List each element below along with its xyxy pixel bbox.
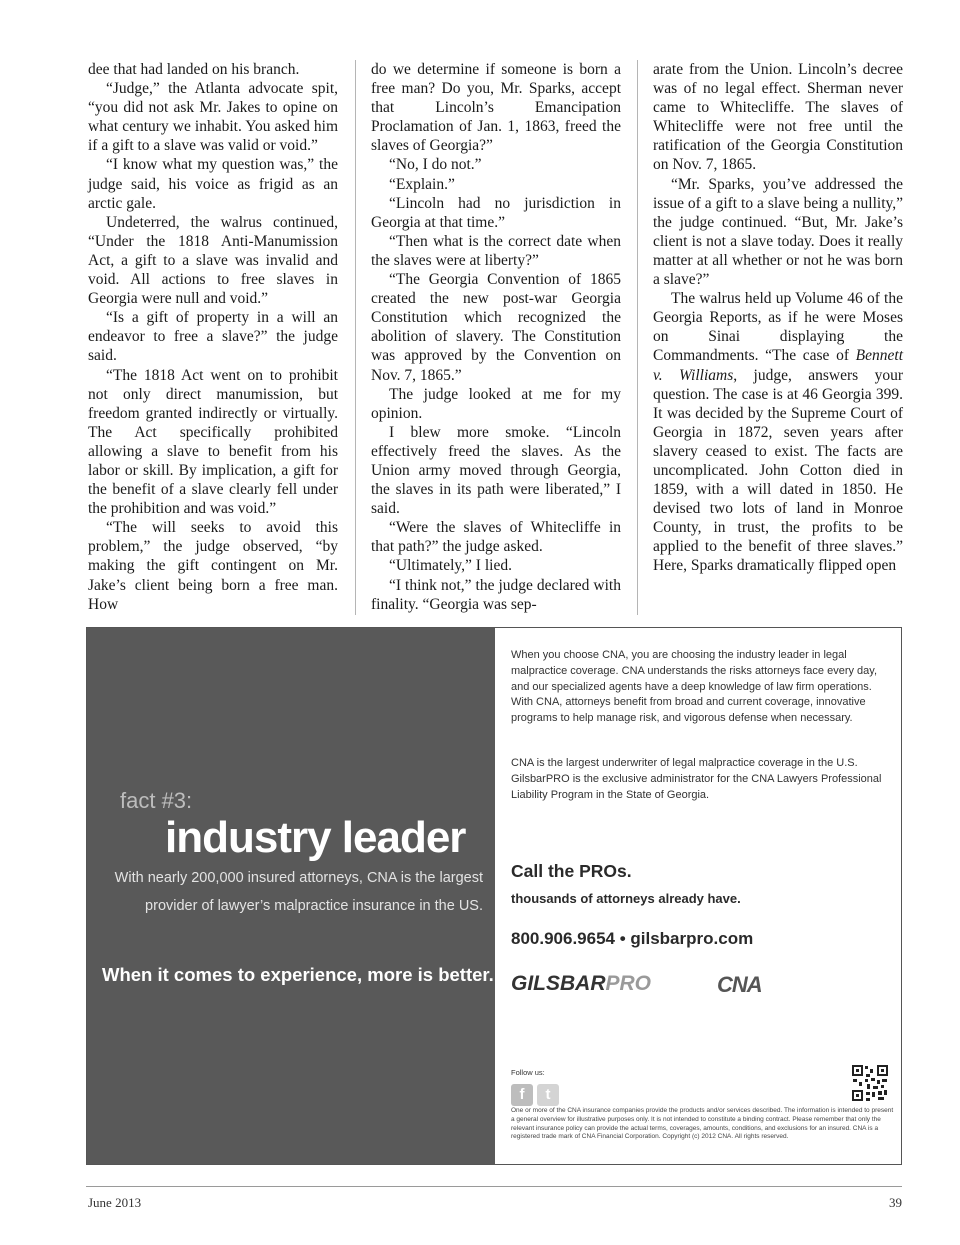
pro-wordmark: PRO — [605, 972, 652, 995]
paragraph: “Were the slaves of Whitecliffe in that path?” the judge asked. — [371, 519, 621, 556]
footer-divider — [86, 1186, 902, 1187]
paragraph-text: , judge, answers your question. The case is at 46 Georgia 399. It was decided by the Supreme Court of Georgia in 1872, seven years after slavery ceased to exist. The facts are uncomplicated. John Cotton died in 1859, with a will dated in 1850. He devised two lots of land in Monroe County, in trust, the profits to be applied to the benefit of three slaves.” Here, Sparks dramatically flipped open — [653, 366, 903, 575]
paragraph: “No, I do not.” — [389, 156, 482, 174]
paragraph: “Ultimately,” I lied. — [389, 557, 512, 575]
cna-logo: CNA — [717, 972, 762, 997]
column-divider — [355, 60, 356, 615]
paragraph: “Is a gift of property in a will an endeavor to free a slave?” the judge said. — [88, 309, 338, 365]
facebook-icon[interactable]: f — [511, 1084, 533, 1106]
ad-disclaimer: One or more of the CNA insurance companies provide the products and/or services described. The information is intended to present a general overview for illustrative purposes only. It is not intended to constitute a binding contract. Please remember that only the relevant insurance policy can provide the actual terms, coverages, amounts, conditions, and exclusions for an insured. CNA is a registered trade mark of CNA Financial Corporation. Copyright (c) 2012 CNA. All rights reserved. — [511, 1107, 894, 1141]
ad-call-subheading: thousands of attorneys already have. — [511, 891, 741, 906]
ad-headline: industry leader — [165, 813, 466, 862]
paragraph: “I know what my question was,” the judge said, his voice as frigid as an arctic gale. — [88, 156, 338, 212]
ad-text-panel — [495, 628, 901, 1164]
ad-contact-line: 800.906.9654 • gilsbarpro.com — [511, 929, 754, 948]
paragraph: “The Georgia Convention of 1865 created the new post-war Georgia Constitution which recognized the abolition of slavery. The Constitution was approved by the Convention on Nov. 7, 1865.” — [371, 271, 621, 384]
paragraph: “Explain.” — [389, 175, 455, 193]
article-column-2 — [371, 60, 621, 614]
paragraph: I blew more smoke. “Lincoln effectively freed the slaves. As the Union army moved through Georgia, the slaves in its path were liberated,” I said. — [371, 423, 621, 518]
gilsbar-wordmark: GILSBAR — [511, 972, 606, 995]
ad-call-heading: Call the PROs. — [511, 861, 632, 881]
ad-tagline: When it comes to experience, more is better. — [102, 964, 494, 985]
follow-us-label: Follow us: — [511, 1068, 545, 1077]
paragraph: “Judge,” the Atlanta advocate spit, “you did not ask Mr. Jakes to opine on what century we inhabit. You asked him if a gift to a slave was valid or void.” — [88, 80, 338, 155]
ad-logos — [511, 972, 891, 1002]
paragraph: “The 1818 Act went on to prohibit not only direct manumission, but freedom granted indirectly or virtually. The Act specifically prohibited allowing a slave to benefit from his labor or skill. By implication, a gift for the benefit of a slave clearly fell under the prohibition and was void.” — [88, 366, 338, 518]
ad-body-text: CNA is the largest underwriter of legal malpractice coverage in the U.S. GilsbarPRO is the exclusive administrator for the CNA Lawyers Professional Liability Program in the State of Georgia. — [511, 757, 882, 801]
gilsbarpro-logo — [511, 972, 651, 996]
qr-code-icon[interactable] — [851, 1064, 889, 1102]
paragraph: dee that had landed on his branch. — [88, 61, 300, 78]
paragraph — [653, 289, 903, 575]
cna-advertisement — [86, 627, 902, 1165]
paragraph: “Lincoln had no jurisdiction in Georgia at that time.” — [371, 194, 621, 231]
paragraph: arate from the Union. Lincoln’s decree was of no legal effect. Sherman never came to Whitecliffe. The slaves of Whitecliffe were not free until the ratification of the Georgia Constitution on Nov. 7, 1865. — [653, 61, 903, 174]
page-number: 39 — [889, 1195, 902, 1210]
paragraph-text: The walrus held up Volume 46 of the Georgia Reports, as if he were Moses on Sinai displaying the Commandments. “The case of — [653, 290, 903, 365]
ad-subline: provider of lawyer’s malpractice insurance in the US. — [145, 898, 483, 914]
issue-date: June 2013 — [88, 1195, 142, 1210]
ad-body-text: When you choose CNA, you are choosing the industry leader in legal malpractice coverage. CNA understands the risks attorneys face every day, and our specialized agents have a deep knowledge of law firm operations. With CNA, attorneys benefit from broad and current coverage, innovative programs to help manage risk, and vigorous defense when necessary. — [511, 649, 878, 725]
paragraph: “I think not,” the judge declared with finality. “Georgia was sep- — [371, 576, 621, 613]
article-columns — [88, 60, 902, 620]
ad-subline: With nearly 200,000 insured attorneys, CNA is the largest — [114, 870, 483, 886]
column-divider — [637, 60, 638, 615]
paragraph: do we determine if someone is born a free man? Do you, Mr. Sparks, accept that Lincoln’s Emancipation Proclamation of Jan. 1, 1863, freed the slaves of Georgia?” — [371, 61, 621, 155]
paragraph: The judge looked at me for my opinion. — [371, 385, 621, 422]
paragraph: Undeterred, the walrus continued, “Under the 1818 Anti-Manumission Act, a gift to a slave was invalid and void. All actions to free slaves in Georgia were null and void.” — [88, 213, 338, 308]
article-column-3 — [653, 60, 903, 576]
paragraph: “The will seeks to avoid this problem,” the judge observed, “by making the gift contingent on Mr. Jake’s client being born a free man. How — [88, 519, 338, 613]
paragraph: “Mr. Sparks, you’ve addressed the issue of a gift to a slave being a nullity,” the judge continued. “But, Mr. Jake’s client is not a slave today. Does it really matter at all whether or not he was born a slave?” — [653, 175, 903, 289]
ad-dark-panel — [87, 628, 495, 1164]
article-column-1 — [88, 60, 338, 614]
case-citation: Bennett v. Williams — [653, 347, 903, 384]
paragraph: “Then what is the correct date when the slaves were at liberty?” — [371, 232, 621, 269]
ad-fact-label: fact #3: — [120, 788, 193, 813]
twitter-icon[interactable]: t — [537, 1084, 559, 1106]
